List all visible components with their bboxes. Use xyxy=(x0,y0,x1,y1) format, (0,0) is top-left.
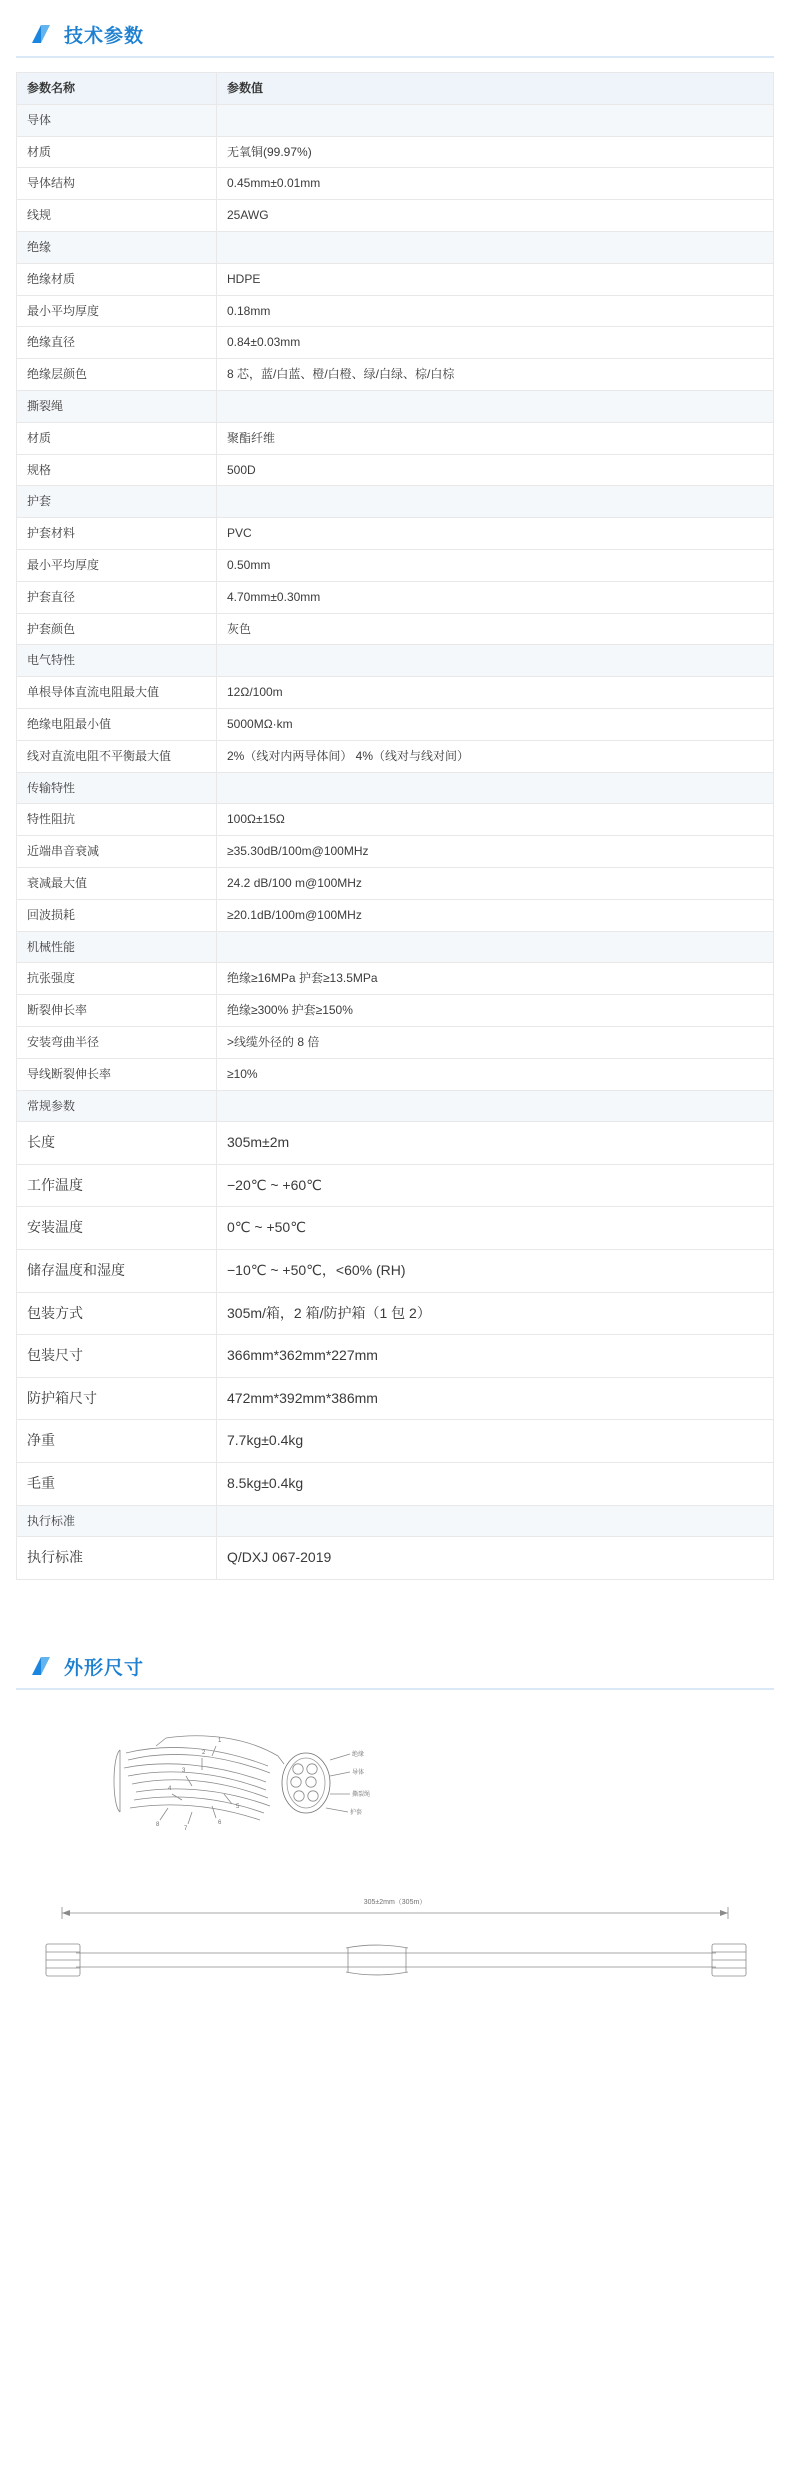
table-cell-value: HDPE xyxy=(217,263,774,295)
cable-long-view xyxy=(46,1944,746,1976)
table-group-row xyxy=(17,931,774,963)
table-row xyxy=(17,1122,774,1165)
table-row xyxy=(17,740,774,772)
table-cell-value: −20℃ ~ +60℃ xyxy=(217,1164,774,1207)
table-cell-name: 机械性能 xyxy=(17,931,217,963)
table-cell-name: 衰减最大值 xyxy=(17,867,217,899)
table-cell-name: 工作温度 xyxy=(17,1164,217,1207)
table-cell-value: 绝缘≥300% 护套≥150% xyxy=(217,995,774,1027)
table-group-row xyxy=(17,1090,774,1122)
table-cell-value xyxy=(217,645,774,677)
table-row xyxy=(17,867,774,899)
table-group-row xyxy=(17,645,774,677)
table-cell-name: 特性阻抗 xyxy=(17,804,217,836)
table-cell-value: 7.7kg±0.4kg xyxy=(217,1420,774,1463)
table-cell-name: 护套 xyxy=(17,486,217,518)
table-cell-name: 规格 xyxy=(17,454,217,486)
table-row xyxy=(17,1537,774,1580)
table-cell-name: 长度 xyxy=(17,1122,217,1165)
table-cell-name: 安装弯曲半径 xyxy=(17,1026,217,1058)
length-dimension xyxy=(62,1907,728,1919)
table-row xyxy=(17,899,774,931)
dimension-drawing xyxy=(16,1708,774,2008)
table-row xyxy=(17,1250,774,1293)
table-row xyxy=(17,963,774,995)
section-header-spec xyxy=(16,12,774,58)
cable-core-label: 8 xyxy=(156,1822,160,1829)
table-cell-value: 24.2 dB/100 m@100MHz xyxy=(217,867,774,899)
table-cell-name: 线对直流电阻不平衡最大值 xyxy=(17,740,217,772)
table-row xyxy=(17,1335,774,1378)
table-row xyxy=(17,1463,774,1506)
dimension-section-header-wrap xyxy=(0,1632,790,1690)
table-row xyxy=(17,1420,774,1463)
spec-table-body xyxy=(17,73,774,1580)
section-marker-icon xyxy=(32,23,52,45)
table-cell-value xyxy=(217,1505,774,1537)
table-cell-value: 聚酯纤维 xyxy=(217,422,774,454)
table-cell-name: 绝缘电阻最小值 xyxy=(17,708,217,740)
table-cell-value xyxy=(217,390,774,422)
table-row xyxy=(17,168,774,200)
table-cell-value: 0℃ ~ +50℃ xyxy=(217,1207,774,1250)
table-row xyxy=(17,1292,774,1335)
table-cell-value: PVC xyxy=(217,518,774,550)
cable-core-label: 5 xyxy=(236,1804,240,1811)
table-group-row xyxy=(17,772,774,804)
section-title-dimension: 外形尺寸 xyxy=(64,1657,145,1679)
table-cell-name: 材质 xyxy=(17,422,217,454)
dimension-drawing-svg xyxy=(16,1708,774,2008)
table-cell-name: 包装方式 xyxy=(17,1292,217,1335)
table-row xyxy=(17,359,774,391)
table-cell-value: 灰色 xyxy=(217,613,774,645)
table-cell-value: Q/DXJ 067-2019 xyxy=(217,1537,774,1580)
cable-core-label: 4 xyxy=(168,1786,172,1793)
cable-core-label: 1 xyxy=(218,1738,222,1745)
spec-table xyxy=(16,72,774,1580)
table-cell-name: 传输特性 xyxy=(17,772,217,804)
table-cell-value: >线缆外径的 8 倍 xyxy=(217,1026,774,1058)
table-cell-value: 472mm*392mm*386mm xyxy=(217,1377,774,1420)
table-group-row xyxy=(17,486,774,518)
table-cell-name: 护套材料 xyxy=(17,518,217,550)
bottom-padding xyxy=(0,2008,790,2038)
table-cell-name: 护套颜色 xyxy=(17,613,217,645)
table-row xyxy=(17,263,774,295)
table-row xyxy=(17,613,774,645)
table-cell-value xyxy=(217,931,774,963)
cable-core-label: 2 xyxy=(202,1750,206,1757)
table-cell-value: 0.18mm xyxy=(217,295,774,327)
table-row xyxy=(17,1207,774,1250)
table-row xyxy=(17,708,774,740)
table-cell-name: 安装温度 xyxy=(17,1207,217,1250)
table-row xyxy=(17,327,774,359)
table-cell-value: 无氧铜(99.97%) xyxy=(217,136,774,168)
table-row xyxy=(17,1026,774,1058)
table-cell-value: 0.45mm±0.01mm xyxy=(217,168,774,200)
table-cell-value xyxy=(217,1090,774,1122)
table-header-row xyxy=(17,73,774,105)
cross-section-label: 撕裂绳 xyxy=(352,1792,371,1799)
cross-section-label: 护套 xyxy=(350,1810,363,1817)
cable-core-label: 3 xyxy=(182,1768,186,1775)
table-row xyxy=(17,422,774,454)
table-cell-value: 8.5kg±0.4kg xyxy=(217,1463,774,1506)
table-cell-name: 常规参数 xyxy=(17,1090,217,1122)
cable-perspective-illustration xyxy=(114,1736,284,1820)
table-cell-name: 近端串音衰减 xyxy=(17,836,217,868)
table-cell-name: 净重 xyxy=(17,1420,217,1463)
table-cell-name: 电气特性 xyxy=(17,645,217,677)
table-cell-name: 包装尺寸 xyxy=(17,1335,217,1378)
table-cell-name: 执行标准 xyxy=(17,1537,217,1580)
table-cell-name: 材质 xyxy=(17,136,217,168)
section-title-spec: 技术参数 xyxy=(64,25,145,47)
table-cell-value: ≥10% xyxy=(217,1058,774,1090)
table-cell-value xyxy=(217,486,774,518)
table-row xyxy=(17,1377,774,1420)
table-cell-value: 25AWG xyxy=(217,200,774,232)
section-marker-icon xyxy=(32,1655,52,1677)
table-group-row xyxy=(17,1505,774,1537)
table-cell-name: 最小平均厚度 xyxy=(17,549,217,581)
table-cell-value xyxy=(217,231,774,263)
table-cell-name: 绝缘材质 xyxy=(17,263,217,295)
table-cell-name: 导线断裂伸长率 xyxy=(17,1058,217,1090)
table-header-cell: 参数名称 xyxy=(17,73,217,105)
table-cell-value: 100Ω±15Ω xyxy=(217,804,774,836)
table-cell-name: 撕裂绳 xyxy=(17,390,217,422)
table-cell-name: 绝缘 xyxy=(17,231,217,263)
table-cell-value: 305m±2m xyxy=(217,1122,774,1165)
table-cell-value xyxy=(217,104,774,136)
table-cell-value: 绝缘≥16MPa 护套≥13.5MPa xyxy=(217,963,774,995)
table-cell-name: 护套直径 xyxy=(17,581,217,613)
table-cell-value: ≥20.1dB/100m@100MHz xyxy=(217,899,774,931)
table-cell-value: 500D xyxy=(217,454,774,486)
table-cell-name: 导体 xyxy=(17,104,217,136)
table-row xyxy=(17,136,774,168)
table-cell-name: 线规 xyxy=(17,200,217,232)
table-row xyxy=(17,518,774,550)
table-row xyxy=(17,454,774,486)
table-cell-name: 最小平均厚度 xyxy=(17,295,217,327)
table-cell-value: 366mm*362mm*227mm xyxy=(217,1335,774,1378)
table-cell-value: 12Ω/100m xyxy=(217,677,774,709)
table-row xyxy=(17,677,774,709)
table-cell-value: ≥35.30dB/100m@100MHz xyxy=(217,836,774,868)
table-cell-value xyxy=(217,772,774,804)
table-row xyxy=(17,200,774,232)
table-group-row xyxy=(17,104,774,136)
cable-core-label: 7 xyxy=(184,1826,188,1833)
table-group-row xyxy=(17,390,774,422)
section-header-dimension xyxy=(16,1644,774,1690)
table-row xyxy=(17,1058,774,1090)
cross-section-label: 绝缘 xyxy=(352,1752,365,1759)
table-cell-value: 5000MΩ·km xyxy=(217,708,774,740)
table-row xyxy=(17,995,774,1027)
cross-section-label: 导体 xyxy=(352,1770,365,1777)
table-row xyxy=(17,581,774,613)
table-cell-value: 305m/箱，2 箱/防护箱（1 包 2） xyxy=(217,1292,774,1335)
table-cell-value: −10℃ ~ +50℃，<60% (RH) xyxy=(217,1250,774,1293)
table-cell-name: 储存温度和湿度 xyxy=(17,1250,217,1293)
table-row xyxy=(17,549,774,581)
table-cell-name: 执行标准 xyxy=(17,1505,217,1537)
cable-leader-lines xyxy=(160,1746,232,1827)
table-cell-name: 毛重 xyxy=(17,1463,217,1506)
table-cell-name: 回波损耗 xyxy=(17,899,217,931)
table-cell-value: 8 芯，蓝/白蓝、橙/白橙、绿/白绿、棕/白棕 xyxy=(217,359,774,391)
table-cell-name: 单根导体直流电阻最大值 xyxy=(17,677,217,709)
cable-core-label: 6 xyxy=(218,1820,222,1827)
table-cell-name: 防护箱尺寸 xyxy=(17,1377,217,1420)
table-cell-name: 导体结构 xyxy=(17,168,217,200)
table-header-cell: 参数值 xyxy=(217,73,774,105)
table-cell-name: 断裂伸长率 xyxy=(17,995,217,1027)
cable-cross-section-illustration xyxy=(282,1753,350,1813)
table-cell-name: 抗张强度 xyxy=(17,963,217,995)
table-row xyxy=(17,804,774,836)
table-cell-value: 0.50mm xyxy=(217,549,774,581)
table-cell-name: 绝缘层颜色 xyxy=(17,359,217,391)
section-gap xyxy=(0,1580,790,1632)
table-cell-value: 4.70mm±0.30mm xyxy=(217,581,774,613)
table-row xyxy=(17,836,774,868)
table-cell-value: 2%（线对内两导体间） 4%（线对与线对间） xyxy=(217,740,774,772)
table-cell-value: 0.84±0.03mm xyxy=(217,327,774,359)
length-dimension-label: 305±2mm（305m） xyxy=(363,1899,427,1907)
table-cell-name: 绝缘直径 xyxy=(17,327,217,359)
table-group-row xyxy=(17,231,774,263)
table-row xyxy=(17,1164,774,1207)
spec-section-header-wrap xyxy=(0,0,790,58)
table-row xyxy=(17,295,774,327)
